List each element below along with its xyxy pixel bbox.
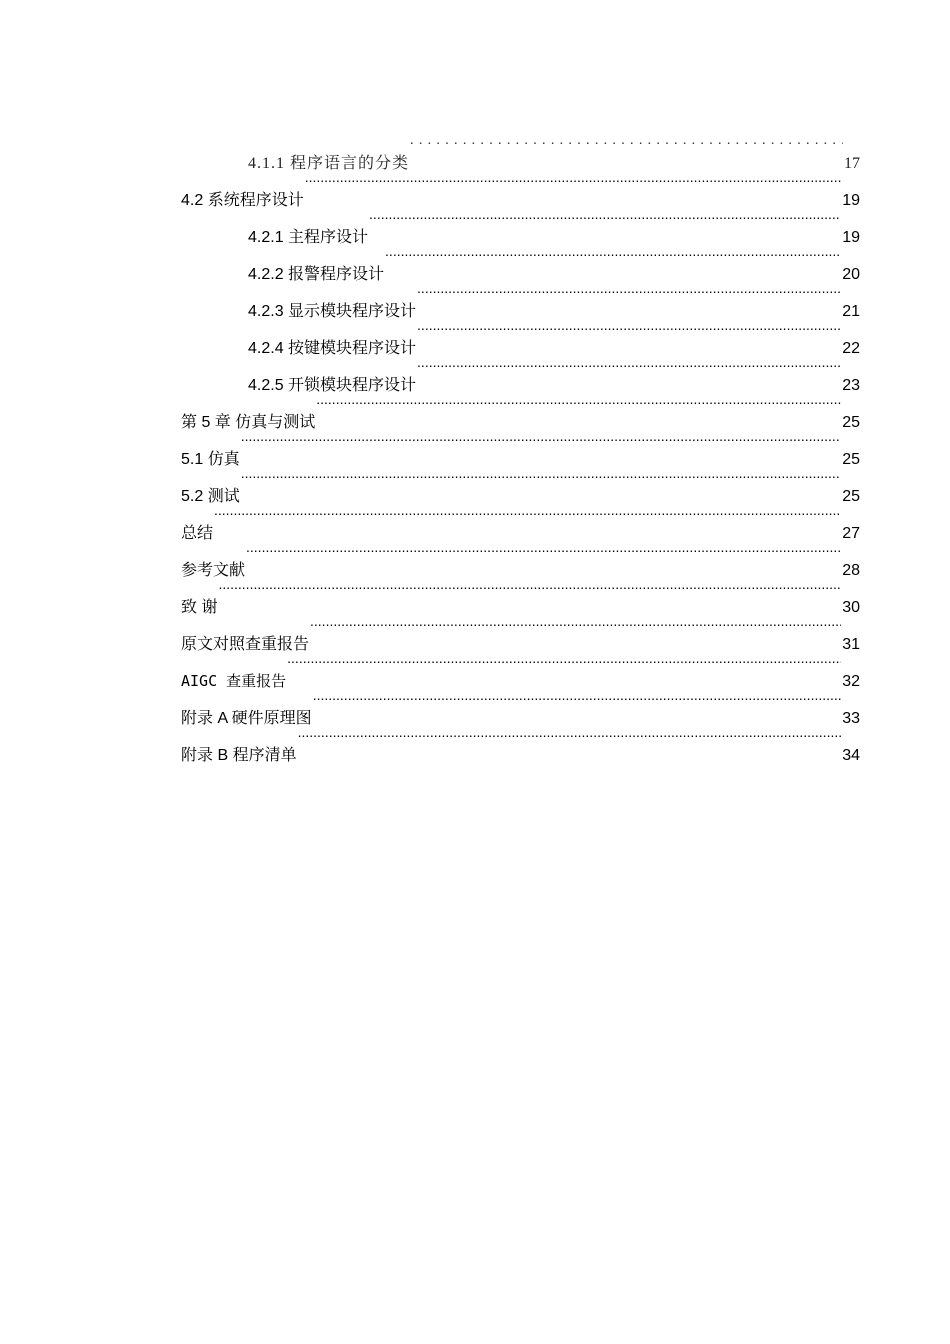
toc-entry-page: 22 [842,340,860,357]
toc-entry-title: 附录 A 硬件原理图 [181,710,312,727]
toc-entry-title: 4.2.2 报警程序设计 [248,266,385,283]
dot-leader [310,612,841,649]
dot-leader [298,723,842,760]
dot-leader [305,168,842,205]
toc-entry-page: 25 [842,451,860,468]
toc-entry-page: 23 [842,377,860,394]
dot-leader [287,649,841,686]
toc-entry-page: 33 [842,710,860,727]
toc-entry-title: 4.2 系统程序设计 [181,192,304,209]
dot-leader [214,501,841,538]
dot-leader [417,316,841,353]
dot-leader [218,575,841,612]
toc-entry-page: 30 [842,599,860,616]
dot-leader [385,242,841,279]
toc-entry-page: 25 [842,488,860,505]
toc-entry-page: 32 [842,673,860,690]
toc-entry-title: 5.2 测试 [181,488,240,505]
toc-entry-title: 4.2.3 显示模块程序设计 [248,303,417,320]
toc-entry-title: 附录 B 程序清单 [181,747,297,764]
toc-entry-page: 20 [842,266,860,283]
toc-entry[interactable] [181,538,860,579]
dot-leader [410,131,843,168]
toc-entry-title: AIGC 查重报告 [181,672,287,690]
dot-leader [241,464,842,501]
toc-entry[interactable] [181,575,860,616]
toc-entry-title: 参考文献 [181,562,246,579]
toc-entry-page: 21 [842,303,860,320]
toc-entry-title: 原文对照查重报告 [181,636,310,653]
toc-entry-page: 28 [842,562,860,579]
toc-entry-page: 31 [842,636,860,653]
toc-entry-page: 19 [842,229,860,246]
toc-entry[interactable] [181,427,860,468]
toc-entry-title: 5.1 仿真 [181,451,240,468]
toc-entry[interactable] [181,464,860,505]
dot-leader [313,686,842,723]
toc-entry[interactable] [181,612,860,653]
toc-entry-title: 4.2.1 主程序设计 [248,229,369,246]
toc-entry-title: 4.1.1 程序语言的分类 [248,155,410,172]
toc-entry-page: 34 [842,747,860,764]
dot-leader [246,538,841,575]
toc-entry-page: 17 [844,155,860,172]
toc-entry-title: 致 谢 [181,599,218,616]
toc-entry-page: 19 [842,192,860,209]
toc-entry[interactable] [181,501,860,542]
table-of-contents [181,131,860,764]
toc-entry-page: 27 [842,525,860,542]
toc-entry-title: 4.2.4 按键模块程序设计 [248,340,417,357]
toc-entry-title: 总结 [181,525,214,542]
dot-leader [316,390,841,427]
dot-leader [369,205,841,242]
toc-entry-page: 25 [842,414,860,431]
dot-leader [241,427,842,464]
dot-leader [417,279,841,316]
toc-entry[interactable] [181,131,860,172]
toc-entry-title: 第 5 章 仿真与测试 [181,414,316,431]
dot-leader [417,353,841,390]
toc-entry-title: 4.2.5 开锁模块程序设计 [248,377,417,394]
